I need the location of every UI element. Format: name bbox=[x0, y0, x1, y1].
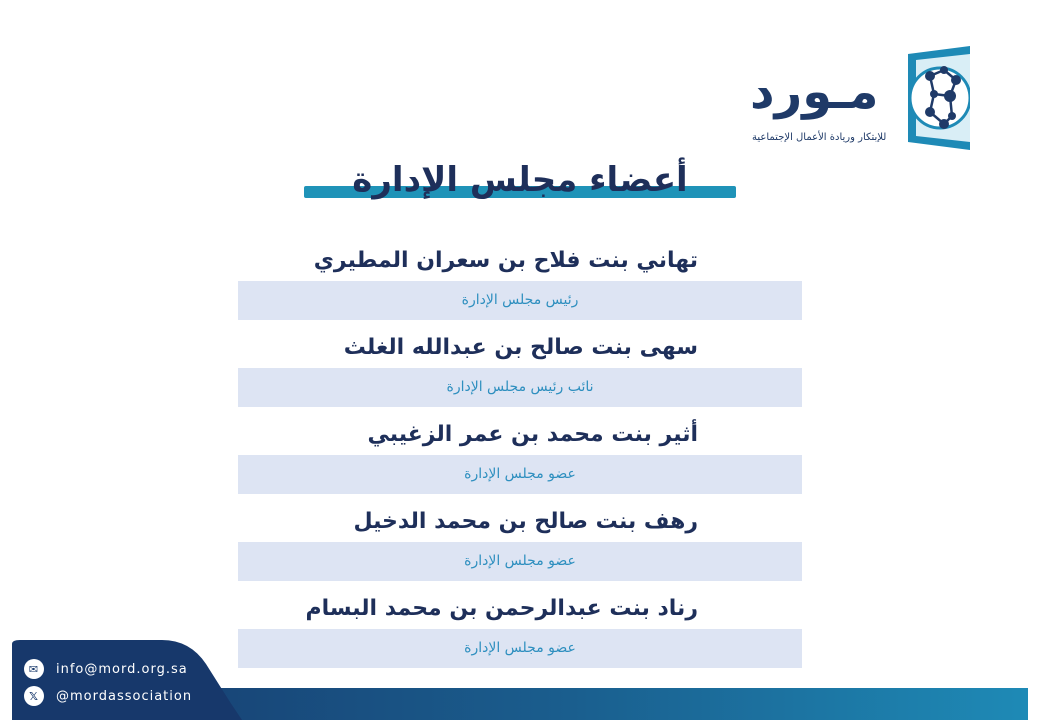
social-handle-text[interactable]: @mordassociation bbox=[56, 688, 193, 704]
board-members-page bbox=[12, 12, 1028, 720]
member-item bbox=[238, 412, 802, 499]
member-name: تهاني بنت فلاح بن سعران المطيري bbox=[313, 248, 698, 273]
page-title: أعضاء مجلس الإدارة bbox=[352, 160, 688, 200]
email-text[interactable]: info@mord.org.sa bbox=[56, 661, 188, 677]
member-role: عضو مجلس الإدارة bbox=[238, 542, 802, 581]
member-name: رهف بنت صالح بن محمد الدخيل bbox=[353, 509, 698, 534]
page-title-block bbox=[304, 158, 736, 206]
member-item bbox=[238, 238, 802, 325]
member-role: نائب رئيس مجلس الإدارة bbox=[238, 368, 802, 407]
member-role: عضو مجلس الإدارة bbox=[238, 455, 802, 494]
x-logo-icon: 𝕏 bbox=[24, 686, 44, 706]
member-name: رناد بنت عبدالرحمن بن محمد البسام bbox=[305, 596, 698, 621]
member-name: أثير بنت محمد بن عمر الزغيبي bbox=[367, 422, 698, 447]
member-name: سهى بنت صالح بن عبدالله الغلث bbox=[343, 335, 698, 360]
logo-tagline: للإبتكار وريادة الأعمال الإجتماعية bbox=[752, 132, 887, 143]
mord-logo bbox=[750, 44, 970, 154]
footer-contact-tab bbox=[12, 640, 242, 720]
member-item bbox=[238, 586, 802, 673]
contact-social[interactable] bbox=[24, 686, 192, 706]
contact-email[interactable] bbox=[24, 659, 188, 679]
member-item bbox=[238, 499, 802, 586]
member-item bbox=[238, 325, 802, 412]
member-role: عضو مجلس الإدارة bbox=[238, 629, 802, 668]
member-role: رئيس مجلس الإدارة bbox=[238, 281, 802, 320]
members-list bbox=[238, 238, 802, 673]
logo-word: مـورد bbox=[750, 64, 879, 120]
envelope-icon: ✉ bbox=[24, 659, 44, 679]
network-nodes-logo-icon bbox=[894, 46, 970, 150]
